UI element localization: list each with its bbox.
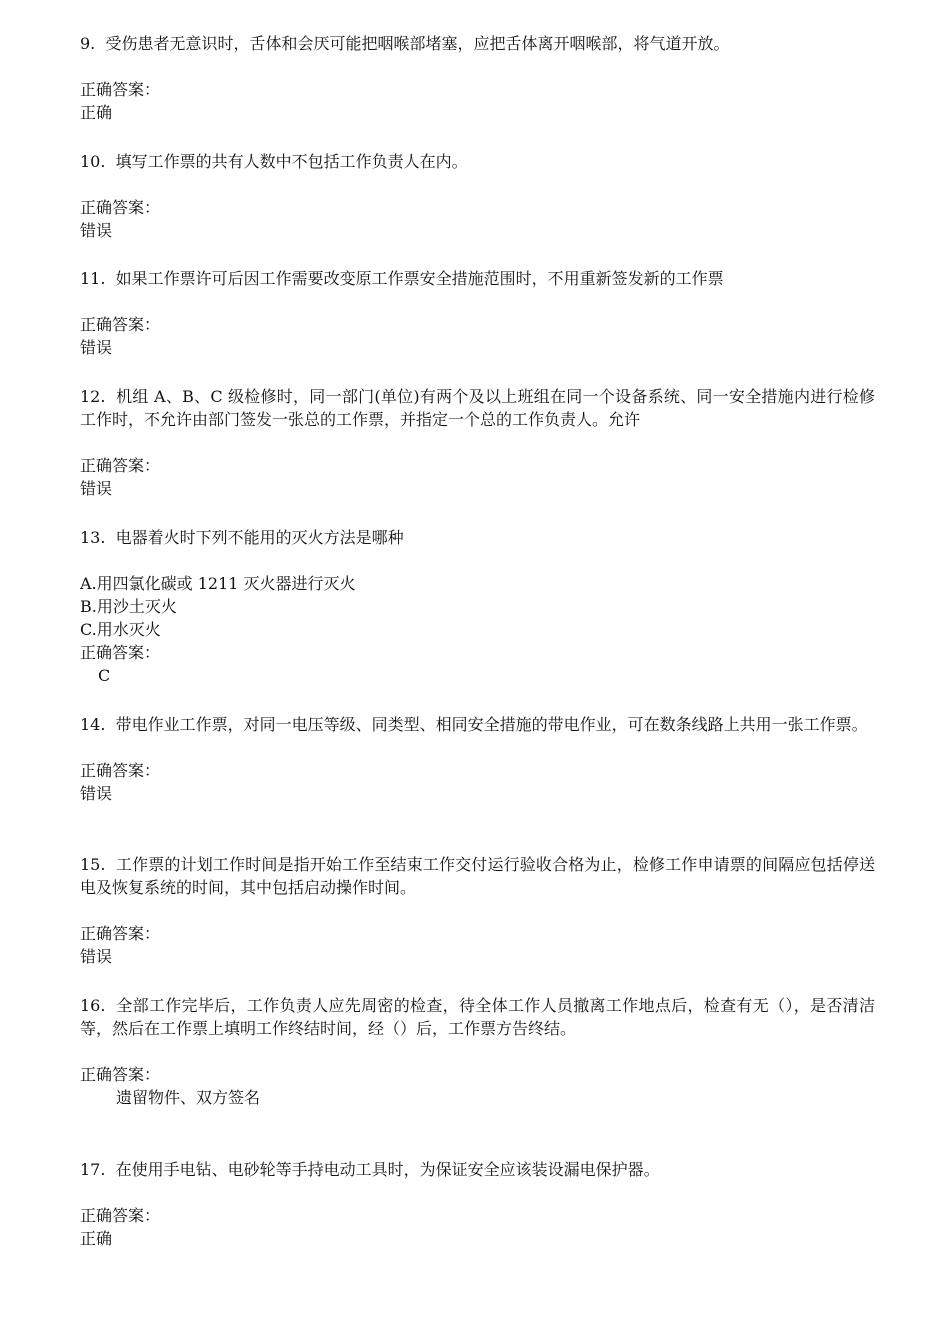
question-text: 17. 在使用手电钻、电砂轮等手持电动工具时，为保证安全应该装设漏电保护器。: [80, 1160, 660, 1179]
question-14: [80, 713, 875, 805]
question-9: [80, 32, 875, 124]
question-text: 13. 电器着火时下列不能用的灭火方法是哪种: [80, 528, 404, 547]
question-13: [80, 526, 875, 687]
question-12: [80, 385, 875, 500]
question-text: 15. 工作票的计划工作时间是指开始工作至结束工作交付运行验收合格为止，检修工作申请票的间隔应包括停送电及恢复系统的时间，其中包括启动操作时间。: [80, 855, 875, 897]
answer-value: 错误: [80, 338, 113, 357]
question-text: 11. 如果工作票许可后因工作需要改变原工作票安全措施范围时，不用重新签发新的工作票: [80, 269, 724, 288]
question-text: 14. 带电作业工作票，对同一电压等级、同类型、相同安全措施的带电作业，可在数条线路上共用一张工作票。: [80, 715, 868, 734]
question-11: [80, 267, 875, 359]
question-15: [80, 853, 875, 968]
question-17: [80, 1158, 875, 1250]
answer-value: 遗留物件、双方签名: [116, 1088, 261, 1107]
answer-label: 正确答案：: [80, 1206, 161, 1225]
answer-label: 正确答案：: [80, 456, 161, 475]
answer-value: 正确: [80, 1229, 113, 1248]
option-c: C.用水灭火: [80, 620, 161, 639]
question-text: 10. 填写工作票的共有人数中不包括工作负责人在内。: [80, 152, 468, 171]
answer-label: 正确答案：: [80, 1065, 161, 1084]
question-text: 12. 机组 A、B、C 级检修时，同一部门(单位)有两个及以上班组在同一个设备系统、同一安全措施内进行检修工作时，不允许由部门签发一张总的工作票，并指定一个总的工作负责人。允许: [80, 387, 875, 429]
question-10: [80, 150, 875, 242]
answer-label: 正确答案：: [80, 198, 161, 217]
answer-value: 错误: [80, 221, 113, 240]
option-b: B.用沙土灭火: [80, 597, 177, 616]
answer-label: 正确答案：: [80, 315, 161, 334]
answer-label: 正确答案：: [80, 761, 161, 780]
answer-label: 正确答案：: [80, 643, 161, 662]
question-16: [80, 994, 875, 1109]
answer-value: 错误: [80, 479, 113, 498]
question-text: 16. 全部工作完毕后，工作负责人应先周密的检查，待全体工作人员撤离工作地点后，检查有无（），是否清洁等，然后在工作票上填明工作终结时间，经（）后，工作票方告终结。: [80, 996, 875, 1038]
answer-label: 正确答案：: [80, 924, 161, 943]
answer-label: 正确答案：: [80, 80, 161, 99]
option-a: A.用四氯化碳或 1211 灭火器进行灭火: [80, 574, 356, 593]
answer-value: 正确: [80, 103, 113, 122]
answer-value: 错误: [80, 947, 113, 966]
answer-value: 错误: [80, 784, 113, 803]
question-text: 9. 受伤患者无意识时，舌体和会厌可能把咽喉部堵塞，应把舌体离开咽喉部，将气道开放。: [80, 34, 730, 53]
answer-value: C: [98, 666, 111, 685]
